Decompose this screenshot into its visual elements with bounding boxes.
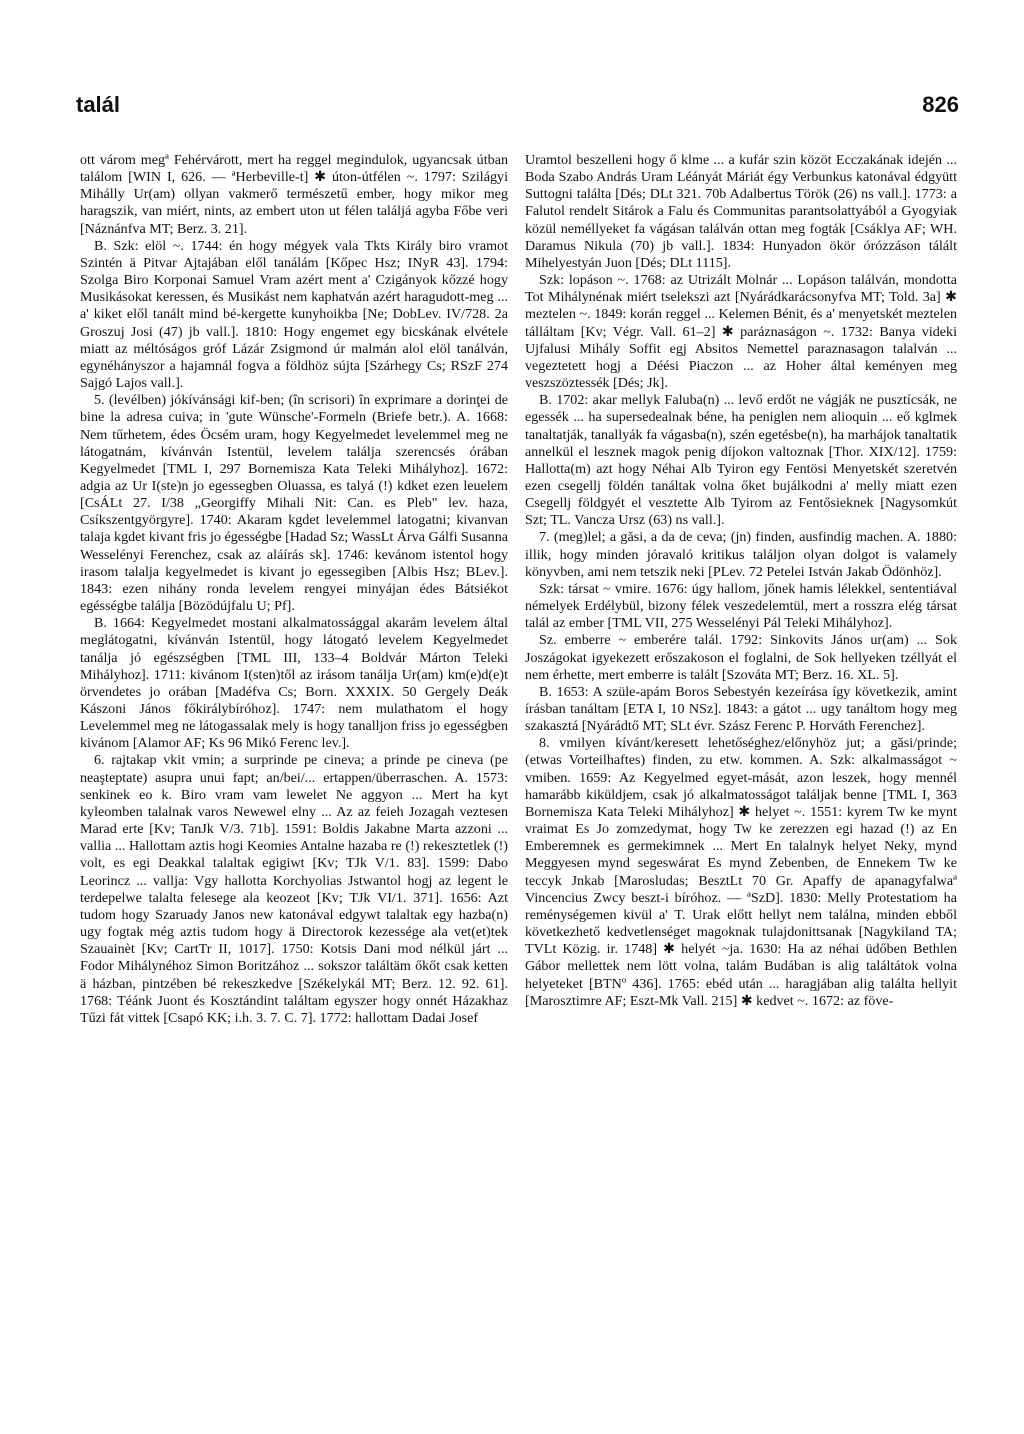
entry-paragraph: 6. rajtakap vkit vmin; a surprinde pe cineva; a prinde pe cineva (pe neaşteptate) asupra unui fapt; an/bei/... ertappen/überraschen. A. 1573: senkinek eo k. Biro vram vam lewelet Ne aggyon ... Mert ha kyt kyleomben talalnak varos Newewel elny ... Az az feieh Jozagah veztesen Marad erte [Kv; TanJk V/3. 71b]. 1591: Boldis Jakabne Marta azzoni ... vallia ... Hallottam aztis hogi Keomies Antalne hazaba re (!) rekesztetlek (!) volt, es egi Deakkal talaltak egigiwt [Kv; TJk V/1. 83]. 1599: Dabo Leorincz ... vallja: Vgy hallotta Korchyolias Jstwantol hogj az legent le terdepelwe talalta felesege ala keozeot [Kv; TJk VI/1. 371]. 1656: Azt tudom hogy Szaruady Janos new katonával edgywt talaltak egy hazba(n) ugy fogtak még aztis tudom hogy ä Directorok kezessége ala vet(et)tek Szauainèt [Kv; CartTr II, 1017]. 1750: Kotsis Dani mod nélkül járt ... Fodor Mihálynéhoz Simon Boritzához ... sokszor találtäm őkőt csak ketten ä házban, pintzében bé rekeszkedve [Székelykál MT; Berz. 12. 92. 61]. 1768: Téánk Juont és Kosztándint találtam egyszer hogy onnét Házakhaz Tűzi fát vittek [Csapó KK; i.h. 3. 7. C. 7]. 1772: hallottam Dadai Josef — [80, 752, 508, 1026]
page-header — [76, 92, 959, 132]
entry-paragraph: B. 1664: Kegyelmedet mostani alkalmatossággal akarám levelem által meglátogatni, kívánván Istentül, hogy látogató levelem Kegyelmedet tanálja jó egészségben [TML III, 133–4 Boldvár Márton Teleki Mihályhoz]. 1711: kivánom I(sten)től az irásom tanálja Ur(am) km(e)d(e)t örvendetes jo orában [Madéfva Cs; Born. XXXIX. 50 Gergely Deák Kászoni János főkirálybíróhoz]. 1747: nem mulathatom el hogy Levelemmel meg ne látogassalak mely is hogy tanalljon friss jo egességben kivánom [Alamor AF; Ks 96 Mikó Ferenc lev.]. — [80, 615, 508, 752]
entry-paragraph: Sz. emberre ~ emberére talál. 1792: Sinkovits János ur(am) ... Sok Joszágokat igyekezett erőszakoson el foglalni, de Sok hellyeken tzéllyát el nem érhette, mert emberre is talált [Szováta MT; Berz. 16. XL. 5]. — [525, 632, 957, 683]
entry-paragraph: Szk: társat ~ vmire. 1676: úgy hallom, jőnek hamis lélekkel, sententiával némelyek Erdélybül, bizony félek veszedelemtül, mert a rosszra elég társat talál az ember [TML VII, 275 Wesselényi Pál Teleki Mihályhoz]. — [525, 580, 957, 632]
right-column — [525, 152, 957, 1010]
entry-paragraph: 5. (levélben) jókívánsági kif-ben; (în scrisori) în exprimare a dorinţei de bine la adresa cuiva; in 'gute Wünsche'-Formeln (Briefe betr.). A. 1668: Nem tűrhetem, édes Öcsém uram, hogy Kegyelmedet levelemmel meg ne látogatnám, kívánván Istentül, levelem találja szerencsés órában Kegyelmedet [TML I, 297 Bornemisza Kata Teleki Mihályhoz]. 1672: adgia az Ur I(ste)n jo egessegben Oluassa, es talyá (!) kdket ezen leuelem [CsÁLt 27. I/38 „Georgiffy Mihali Nit: Can. es Pleb" lev. haza, Csíkszentgyörgyre]. 1740: Akaram kgdet levelemmel latogatni; kivanvan talaja kgdet kivant fris jo égességbe [Hadad Sz; WassLt Árva Gálfi Susanna Wesselényi Ferenchez, csak az aláírás sk]. 1746: kevánom istentol hogy irasom talalja kegyelmedet is kivant jo egessegiben [Albis Hsz; BLev.]. 1843: ezen nihány ronda levelem rengyei minyájan édes Bátsiékot egésségbe találja [Bözödújfalu U; Pf]. — [80, 392, 508, 615]
left-column — [80, 152, 508, 1027]
entry-paragraph: ott várom megª Fehérvárott, mert ha reggel megindulok, ugyancsak útban találom [WIN I, 626. — ªHerbeville-t] ✱ úton-útfélen ~. 1797: Szilágyi Mihálly Ur(am) ollyan vakmerő természetű ember, hogy mikor meg haragszik, van miért, nints, az embert uton ut félen találjá agyba Főbe veri [Náznánfva MT; Berz. 3. 21]. — [80, 152, 508, 237]
entry-paragraph: B. 1702: akar mellyk Faluba(n) ... levő erdőt ne vágják ne pusztícsák, ne egessék ... ha supersedealnak béne, ha peniglen nem alioquin ... eő kglmek tanaltatják, tanallyák fa vágasba(n), szén egetésbe(n), ha marhájok tanaltatik annelkül el lesznek magok penig díjokon valtoznak [Thor. XIX/12]. 1759: Hallotta(m) azt hogy Néhai Alb Tyiron egy Fentösi Menyetskét szeretvén ezen csegellj földén tanáltak volna őket bujálkodni a' melly miatt ezen Csegellj földgyét el vesztette Alb Tyirom az Fentősieknek [Nagysomkút Szt; TL. Vancza Ursz (63) ns vall.]. — [525, 392, 957, 529]
entry-paragraph: Uramtol beszelleni hogy ő klme ... a kufár szin közöt Ecczakának idején ... Boda Szabo András Uram Léányát Máriát égy Verbunkus katonával édgyütt Suttogni találta [Dés; DLt 321. 70b Adalbertus Török (26) ns vall.]. 1773: a Falutol rendelt Sitárok a Falu és Communitas parantsolattyából a Gyogyiak közül neméllyeket fa vágásan találván ottan meg fogták [Csáklya AF; WH. Daramus Nikula (70) jb vall.]. 1834: Hunyadon ökör órózzáson tálált Mihelyestyán Juon [Dés; DLt 1115]. — [525, 152, 957, 271]
entry-paragraph: 7. (meg)lel; a găsi, a da de ceva; (jn) finden, ausfindig machen. A. 1880: illik, hogy minden jóravaló kritikus találjon olyan dolgot is valamely könyvben, ami nem tetszik neki [PLev. 72 Petelei István Jakab Ödönhöz]. — [525, 529, 957, 580]
page-number: 826 — [922, 92, 959, 117]
entry-paragraph: B. Szk: elöl ~. 1744: én hogy mégyek vala Tkts Király biro vramot Szintén ä Pitvar Ajtajában elől tanálám [Kőpec Hsz; INyR 43]. 1794: Szolga Biro Korponai Samuel Vram azért ment a' Czigányok kőzzé hogy Musikásokat keressen, és Musikást nem kaphatván azért haragudott-meg ... a' kiket elől tanált mind bé-kergette kunyhoikba [Ne; DobLev. IV/728. 2a Groszuj Josi (47) jb vall.]. 1810: Hogy engemet egy bicskának elvétele miatt az méltóságos gróf Lázár Zsigmond úr malmán alol elöl tanálván, egynéhányszor a hajamnál fogva a földhöz sújta [Szárhegy Cs; RSzF 274 Sajgó Lajos vall.]. — [80, 237, 508, 392]
entry-paragraph: Szk: lopáson ~. 1768: az Utrizált Molnár ... Lopáson találván, mondotta Tot Mihálynénak miért tselekszi azt [Nyárádkarácsonyfva MT; Told. 3a] ✱ meztelen ~. 1849: korán reggel ... Kelemen Bénit, és a' menyetskét meztelen tálláltam [Kv; Végr. Vall. 61–2] ✱ paráznaságon ~. 1732: Banya videki Ujfalusi Mihály Soffit egj Absitos Nemettel paraznasagon talalván ... vegeztetett hogj a Déési Piaczon ... az Hoher által keményen meg veszszöztessék [Dés; Jk]. — [525, 272, 957, 392]
entry-paragraph: 8. vmilyen kívánt/keresett lehetőséghez/előnyhöz jut; a găsi/prinde; (etwas Vorteilhaftes) finden, zu etw. kommen. A. Szk: alkalmasságot ~ vmiben. 1659: Az Kegyelmed egyet-mását, azon leszek, hogy mennél hamarább kiküldjem, csak jó alkalmatosságot találjak benne [TML I, 363 Bornemisza Kata Teleki Mihályhoz] ✱ helyet ~. 1551: kyrem Tw ke mynt vraimat Es Jo zomzedymat, hogy Tw ke zerezzen egi hazad (!) az En Emberemnek es germekimnek ... Mert En talalnyk helyet Neky, mynd Meggyesen mynd segeswárat Es mynd Zebenben, de Ennekem Tw ke teccyk Jnkab [Marosludas; BesztLt 70 Gr. Apaffy de apanagyfalwaª Vincencius Zwcy beszt-i bíróhoz. — ªSzD]. 1830: Melly Protestatiom ha reménységemen kivül a' T. Urak előtt hellyt nem találna, minden ebből következhető kedvetlenséget magoknak tulajdonittsanak [Nagykiland TA; TVLt Közig. ir. 1748] ✱ helyét ~ja. 1630: Ha az néhai üdőben Bethlen Gábor mellettek nem lött volna, talám Budában is alig találtátok volna helyeteket [BTNº 436]. 1765: ebéd után ... haragjában alig találta hellyit [Marosztimre AF; Eszt-Mk Vall. 215] ✱ kedvet ~. 1672: az föve- — [525, 735, 957, 1009]
running-headword: talál — [76, 92, 121, 117]
entry-paragraph: B. 1653: A szüle-apám Boros Sebestyén kezeírása így következik, amint írásban tanáltam [ETA I, 10 NSz]. 1843: a gátot ... ugy tanáltom hogy meg szakasztá [Nyárádtő MT; SLt évr. Szász Ferenc P. Horváth Ferenchez]. — [525, 683, 957, 735]
